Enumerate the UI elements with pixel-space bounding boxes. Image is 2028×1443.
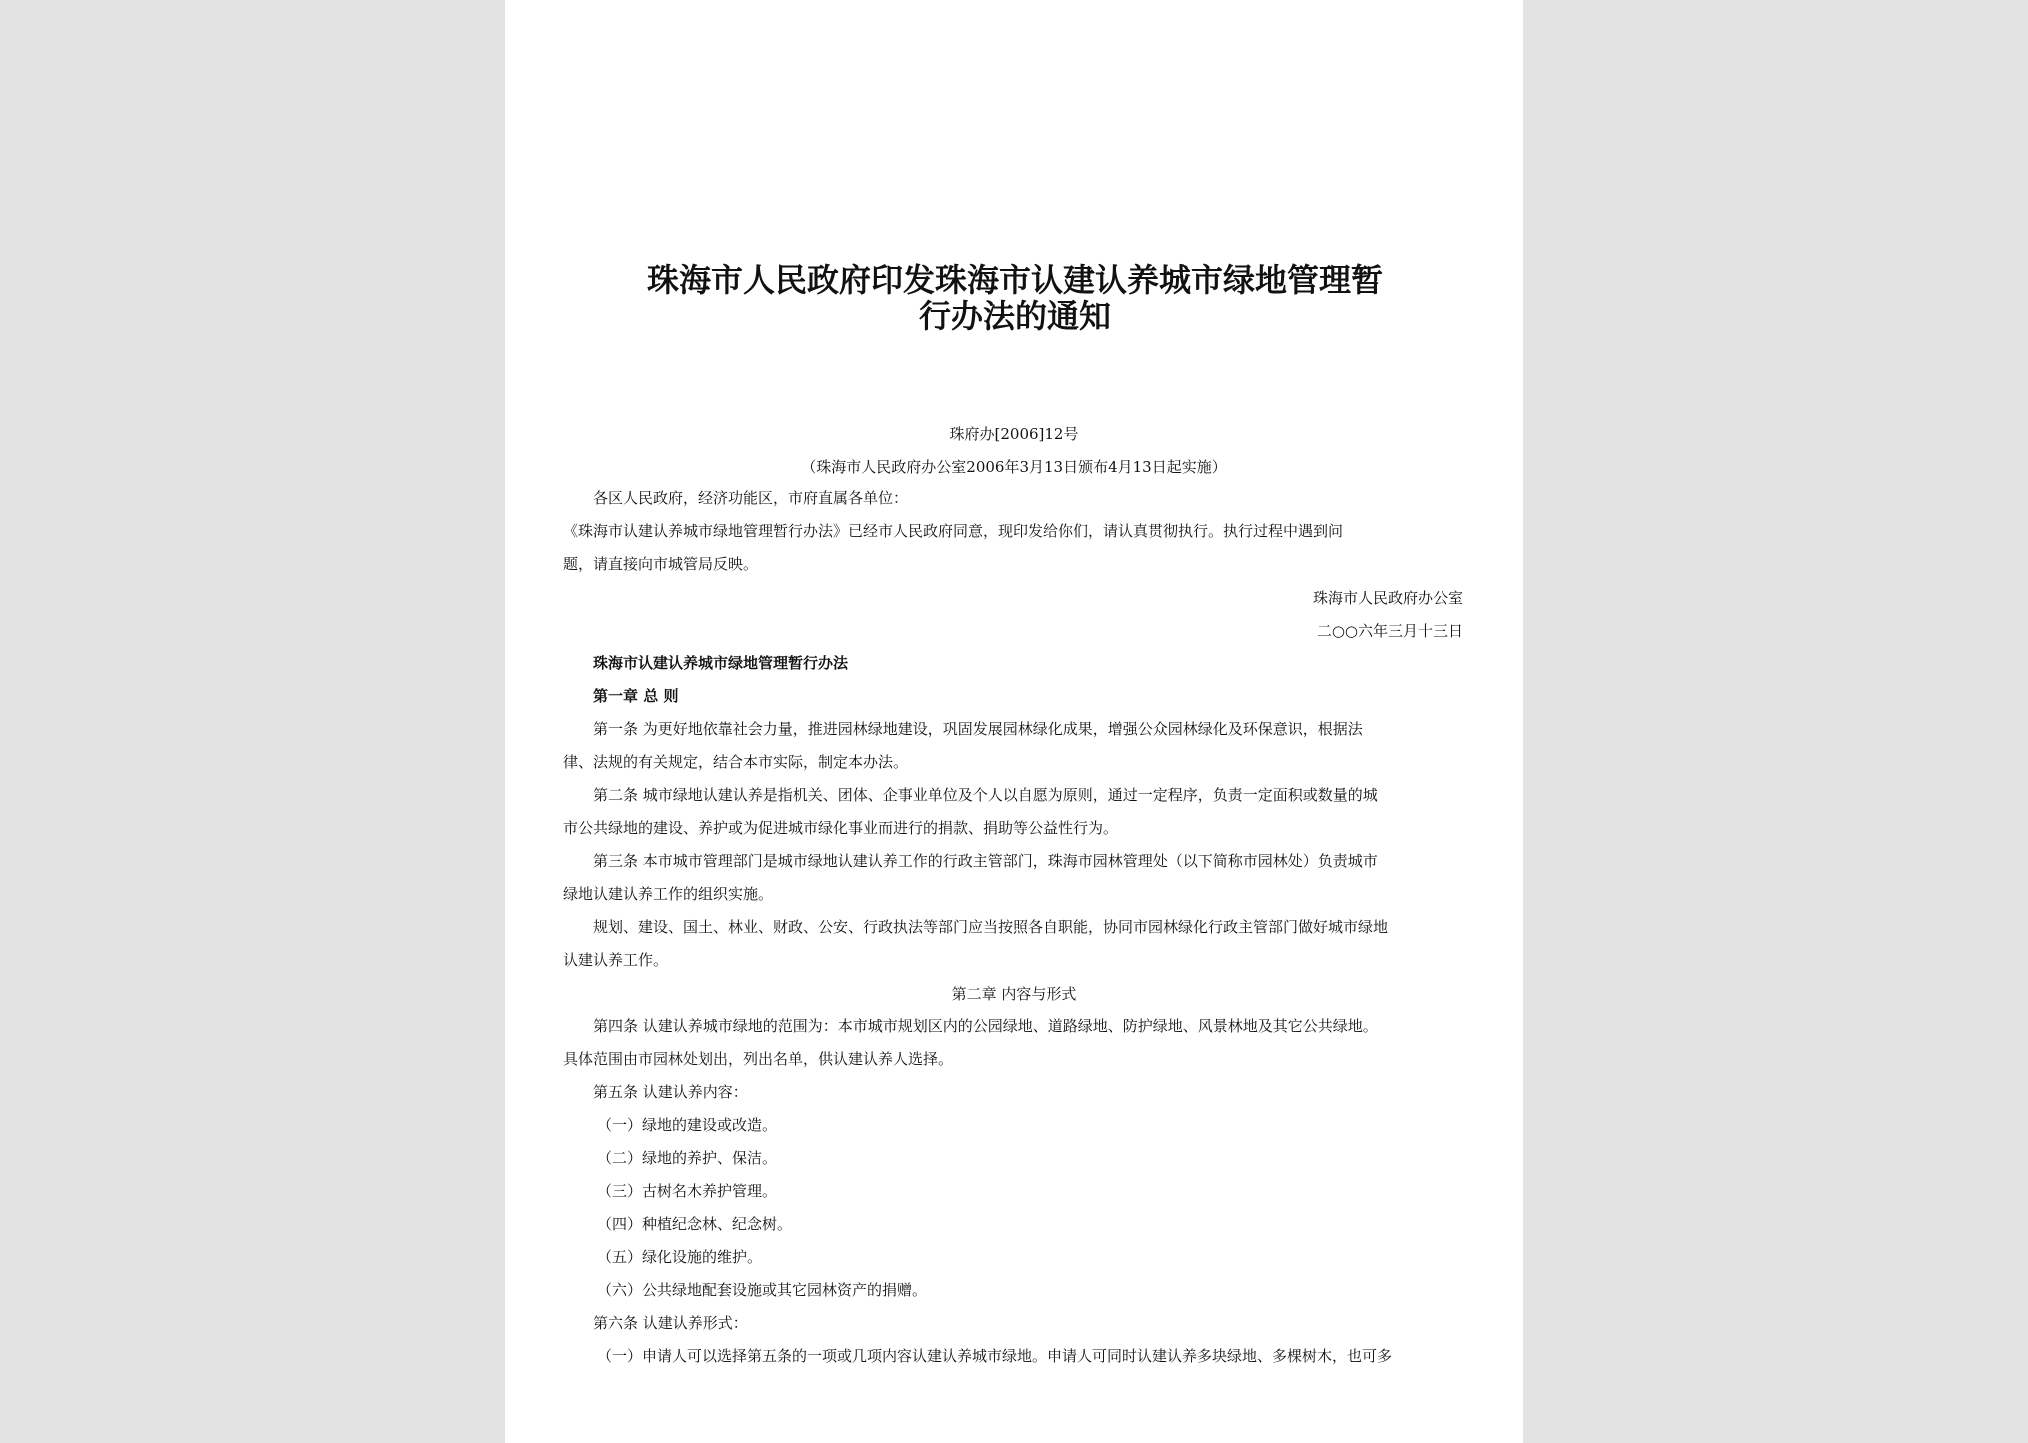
list-item: （三）古树名木养护管理。 xyxy=(597,1182,778,1200)
article-4-line-1: 第四条 认建认养城市绿地的范围为：本市城市规划区内的公园绿地、道路绿地、防护绿地、风景林地及其它公共绿地。 xyxy=(593,1017,1378,1035)
list-item: （六）公共绿地配套设施或其它园林资产的捐赠。 xyxy=(597,1281,928,1299)
document-number: 珠府办[2006]12号 xyxy=(949,425,1079,443)
list-item: （一）绿地的建设或改造。 xyxy=(597,1116,778,1134)
list-item: （四）种植纪念林、纪念树。 xyxy=(597,1215,793,1233)
article-3-line-1: 第三条 本市城市管理部门是城市绿地认建认养工作的行政主管部门，珠海市园林管理处（以下简称市园林处）负责城市 xyxy=(593,852,1378,870)
title-line-2: 行办法的通知 xyxy=(918,297,1111,335)
chapter-2-heading: 第二章 内容与形式 xyxy=(951,985,1077,1003)
issue-note: （珠海市人民政府办公室2006年3月13日颁布4月13日起实施） xyxy=(801,458,1227,476)
article-1-line-1: 第一条 为更好地依靠社会力量，推进园林绿地建设，巩固发展园林绿化成果，增强公众园林绿化及环保意识，根据法 xyxy=(593,720,1363,738)
article-2-line-1: 第二条 城市绿地认建认养是指机关、团体、企事业单位及个人以自愿为原则，通过一定程序，负责一定面积或数量的城 xyxy=(593,786,1378,804)
sign-date: 二○○六年三月十三日 xyxy=(1316,622,1463,640)
chapter-1-heading: 第一章 总 则 xyxy=(593,687,679,705)
article-6-item-1: （一）申请人可以选择第五条的一项或几项内容认建认养城市绿地。申请人可同时认建认养多块绿地、多棵树木，也可多 xyxy=(597,1347,1393,1365)
article-5: 第五条 认建认养内容： xyxy=(593,1083,748,1101)
signer: 珠海市人民政府办公室 xyxy=(1312,589,1463,607)
article-3b-line-2: 认建认养工作。 xyxy=(563,951,669,969)
regulation-title: 珠海市认建认养城市绿地管理暂行办法 xyxy=(593,654,849,672)
page-title xyxy=(595,262,1435,334)
document-page xyxy=(505,0,1523,1443)
intro-line-1: 《珠海市认建认养城市绿地管理暂行办法》已经市人民政府同意，现印发给你们，请认真贯彻执行。执行过程中遇到问 xyxy=(563,522,1344,540)
list-item: （二）绿地的养护、保洁。 xyxy=(597,1149,778,1167)
article-3-line-2: 绿地认建认养工作的组织实施。 xyxy=(563,885,774,903)
list-item: （五）绿化设施的维护。 xyxy=(597,1248,763,1266)
intro-line-2: 题，请直接向市城管局反映。 xyxy=(563,555,759,573)
article-2-line-2: 市公共绿地的建设、养护或为促进城市绿化事业而进行的捐款、捐助等公益性行为。 xyxy=(563,819,1119,837)
article-4-line-2: 具体范围由市园林处划出，列出名单，供认建认养人选择。 xyxy=(563,1050,954,1068)
salutation: 各区人民政府，经济功能区，市府直属各单位： xyxy=(593,489,909,507)
article-1-line-2: 律、法规的有关规定，结合本市实际，制定本办法。 xyxy=(563,753,909,771)
article-3b-line-1: 规划、建设、国土、林业、财政、公安、行政执法等部门应当按照各自职能，协同市园林绿化行政主管部门做好城市绿地 xyxy=(593,918,1389,936)
title-line-1: 珠海市人民政府印发珠海市认建认养城市绿地管理暂 xyxy=(646,261,1383,299)
article-6: 第六条 认建认养形式： xyxy=(593,1314,748,1332)
